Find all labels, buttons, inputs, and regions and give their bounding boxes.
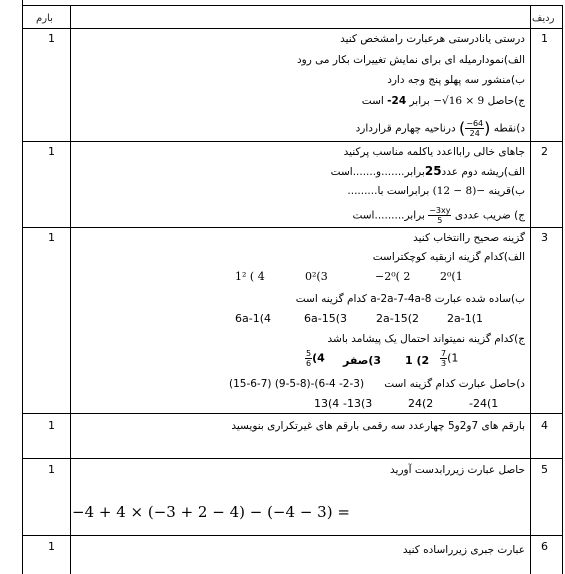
part-a-question: الف)کدام گزینه ازبقیه کوچکتراست xyxy=(372,251,525,263)
row-score: 1 xyxy=(48,463,55,476)
part-b-option-4[interactable]: 6a-1(4 xyxy=(235,312,271,325)
blank-a: الف)ریشه دوم عدد25برابر.......و.......است xyxy=(330,164,525,178)
part-a-option-3[interactable]: 0²(3 xyxy=(305,270,328,283)
score-column-divider xyxy=(70,5,71,574)
row-number: 3 xyxy=(541,231,548,244)
blank-c: ج) ضریب عددی $\frac{-3xy}{5}$ برابر.........است xyxy=(352,206,525,225)
part-c-option-2[interactable]: 1 (2 xyxy=(405,354,430,367)
score-header: بارم xyxy=(36,13,53,24)
row-number: 2 xyxy=(541,145,548,158)
part-d-option-3[interactable]: -13(3 xyxy=(343,397,373,410)
part-b-option-1[interactable]: 2a-1(1 xyxy=(447,312,483,325)
row-number: 5 xyxy=(541,463,548,476)
question-title: جاهای خالی رابااعدد یاکلمه مناسب پرکنید xyxy=(343,146,525,158)
part-d-option-4[interactable]: 13(4 xyxy=(314,397,340,410)
part-d-option-2[interactable]: 24(2 xyxy=(408,397,434,410)
part-d-question: د)حاصل عبارت کدام گزینه است xyxy=(384,378,525,390)
row-score: 1 xyxy=(48,419,55,432)
part-b-question: ب)ساده شده عبارت 8-a-2a-7-4a کدام گزینه است xyxy=(295,293,525,305)
row-score: 1 xyxy=(48,231,55,244)
part-d-expression: (15-6-7) (9-5-8)-(6-4 -2-3) xyxy=(229,378,365,390)
statement-a: الف)نمودارمیله ای برای نمایش تغییرات بکار می رود xyxy=(296,54,525,66)
part-c-option-1[interactable]: $\frac{7}{3}$ (1 xyxy=(441,349,459,368)
row-score: 1 xyxy=(48,32,55,45)
point-fraction: $\frac{-64}{24}$ xyxy=(466,119,484,138)
question-title: گزینه صحیح راانتخاب کنید xyxy=(413,232,525,244)
part-a-option-1[interactable]: 2⁰(1 xyxy=(440,270,463,283)
row-number: 6 xyxy=(541,540,548,553)
question-title: حاصل عبارت زیررابدست آورید xyxy=(390,464,525,476)
row-number: 1 xyxy=(541,32,548,45)
arithmetic-expression: −4 + 4 × (−3 + 2 − 4) − (−4 − 3) = xyxy=(72,503,350,521)
row-score: 1 xyxy=(48,540,55,553)
statement-b: ب)منشور سه پهلو پنج وجه دارد xyxy=(387,74,525,86)
row-column-divider xyxy=(530,5,531,574)
statement-c: ج)حاصل −√16 × 9 برابر 24- است xyxy=(361,95,525,107)
part-b-option-2[interactable]: 2a-15(2 xyxy=(376,312,419,325)
part-a-option-2[interactable]: −2⁰( 2 xyxy=(375,270,411,283)
blank-b: ب)قرینه (12 − 8)− برابراست با......... xyxy=(347,185,525,197)
part-c-option-4[interactable]: $\frac{5}{6}$ (4 xyxy=(306,349,325,368)
question-title: بارقم های 7و2و5 چهارعدد سه رقمی بارقم های غیرتکراری بنویسید xyxy=(231,420,525,432)
part-d-option-1[interactable]: -24(1 xyxy=(469,397,499,410)
sqrt-expression: −√16 × 9 xyxy=(433,95,485,107)
part-c-option-3[interactable]: 3)صفر xyxy=(343,354,382,367)
row-number: 4 xyxy=(541,419,548,432)
left-border xyxy=(22,5,23,574)
part-b-option-3[interactable]: 6a-15(3 xyxy=(304,312,347,325)
question-title: درستی یانادرستی هرعبارت رامشخص کنید xyxy=(340,33,525,45)
coefficient-fraction: $\frac{-3xy}{5}$ xyxy=(429,206,451,225)
row-header: ردیف xyxy=(532,13,555,24)
row-score: 1 xyxy=(48,145,55,158)
part-a-option-4[interactable]: 1² ( 4 xyxy=(235,270,265,283)
right-border xyxy=(562,5,563,574)
question-title: عبارت جبری زیرراساده کنید xyxy=(402,544,525,556)
part-c-question: ج)کدام گزینه نمیتواند احتمال یک پیشامد باشد xyxy=(327,333,525,345)
statement-d: د)نقطه ( $\frac{-64}{24}$ ) درناحیه چهارم قراردارد xyxy=(355,118,525,138)
